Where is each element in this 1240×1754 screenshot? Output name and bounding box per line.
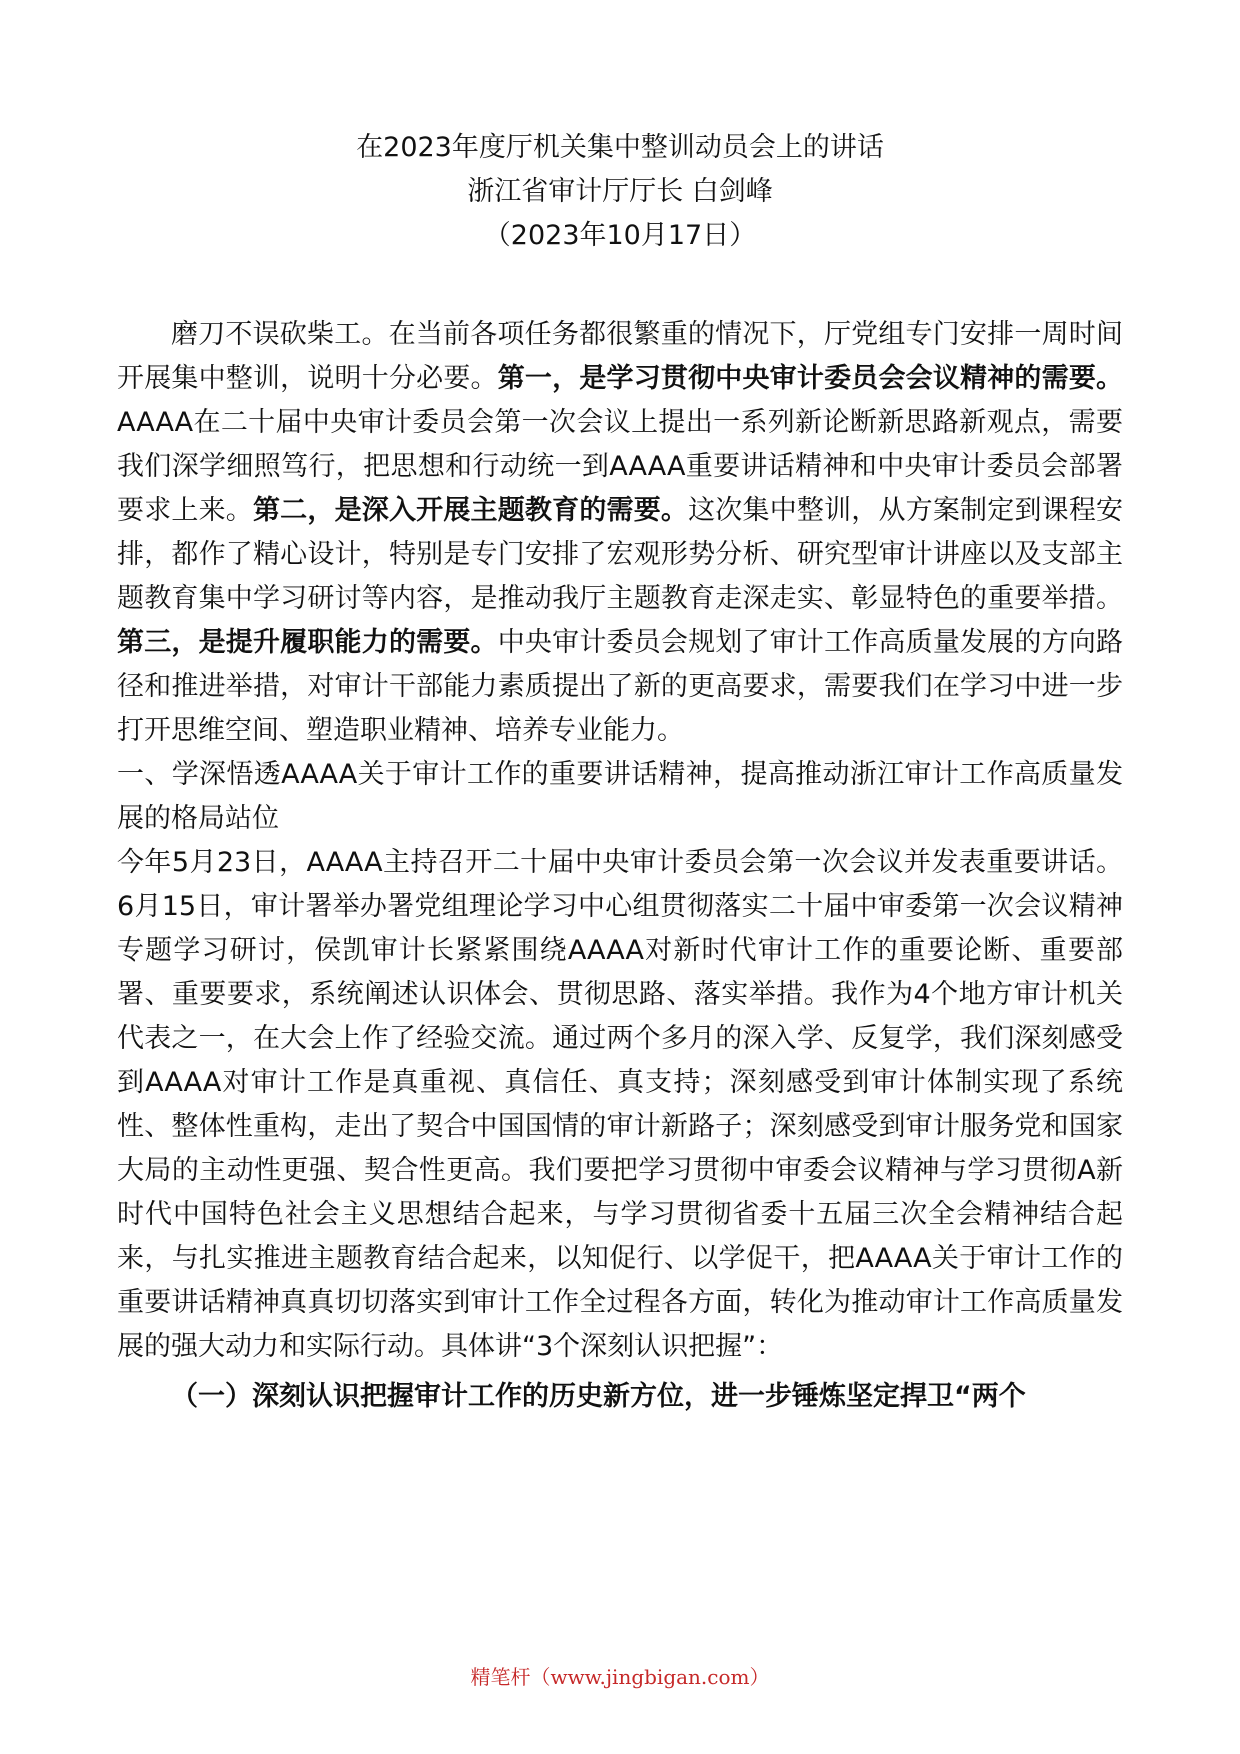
- intro-point-1: 第一，是学习贯彻中央审计委员会会议精神的需要。: [497, 363, 1124, 394]
- speech-title: 在2023年度厅机关集中整训动员会上的讲话: [356, 132, 884, 163]
- speaker-line: 浙江省审计厅厅长 白剑峰: [467, 176, 773, 207]
- speech-date: （2023年10月17日）: [483, 220, 757, 251]
- footer-watermark: 精笔杆（www.jingbigan.com）: [470, 1665, 770, 1689]
- intro-text-e: 这次集中整训，从方案制定到课程安排，都作了精心设计，特别是专门安排了宏观形势分析、研究型审计讲座以及支部主题教育集中学习研讨等内容，是推动我厅主题教育走深走实、彰显特色的重要举措。: [117, 495, 1124, 614]
- intro-point-3: 第三，是提升履职能力的需要。: [117, 627, 498, 658]
- body-text: [117, 313, 1123, 1419]
- intro-text-a: 磨刀不误砍柴工。在当前各项任务都很繁重的情况下，厅党组专门安排一周时间开展集中整训，说明十分必要。: [117, 319, 1123, 394]
- intro-text-c: AAAA在二十届中央审计委员会第一次会议上提出一系列新论断新思路新观点，需要我们深学细照笃行，把思想和行动统一到AAAA重要讲话精神和中央审计委员会部署要求上来。: [117, 407, 1123, 526]
- intro-point-2: 第二，是深入开展主题教育的需要。: [252, 495, 689, 526]
- section-1-heading: 一、学深悟透AAAA关于审计工作的重要讲话精神，提高推动浙江审计工作高质量发展的格局站位: [117, 759, 1123, 834]
- subsection-1-heading: （一）深刻认识把握审计工作的历史新方位，进一步锤炼坚定捍卫“两个: [171, 1381, 1026, 1412]
- intro-text-g: 中央审计委员会规划了审计工作高质量发展的方向路径和推进举措，对审计干部能力素质提出了新的更高要求，需要我们在学习中进一步打开思维空间、塑造职业精神、培养专业能力。: [117, 627, 1124, 746]
- intro-paragraph: [117, 313, 1123, 753]
- title-block: [0, 126, 1240, 258]
- section-1-paragraph: 今年5月23日，AAAA主持召开二十届中央审计委员会第一次会议并发表重要讲话。6月15日，审计署举办署党组理论学习中心组贯彻落实二十届中审委第一次会议精神专题学习研讨，侯凯审计长紧紧围绕AAAA对新时代审计工作的重要论断、重要部署、重要要求，系统阐述认识体会、贯彻思路、落实举措。我作为4个地方审计机关代表之一，在大会上作了经验交流。通过两个多月的深入学、反复学，我们深刻感受到AAAA对审计工作是真重视、真信任、真支持；深刻感受到审计体制实现了系统性、整体性重构，走出了契合中国国情的审计新路子；深刻感受到审计服务党和国家大局的主动性更强、契合性更高。我们要把学习贯彻中审委会议精神与学习贯彻A新时代中国特色社会主义思想结合起来，与学习贯彻省委十五届三次全会精神结合起来，与扎实推进主题教育结合起来，以知促行、以学促干，把AAAA关于审计工作的重要讲话精神真真切切落实到审计工作全过程各方面，转化为推动审计工作高质量发展的强大动力和实际行动。具体讲“3个深刻认识把握”：: [117, 847, 1123, 1362]
